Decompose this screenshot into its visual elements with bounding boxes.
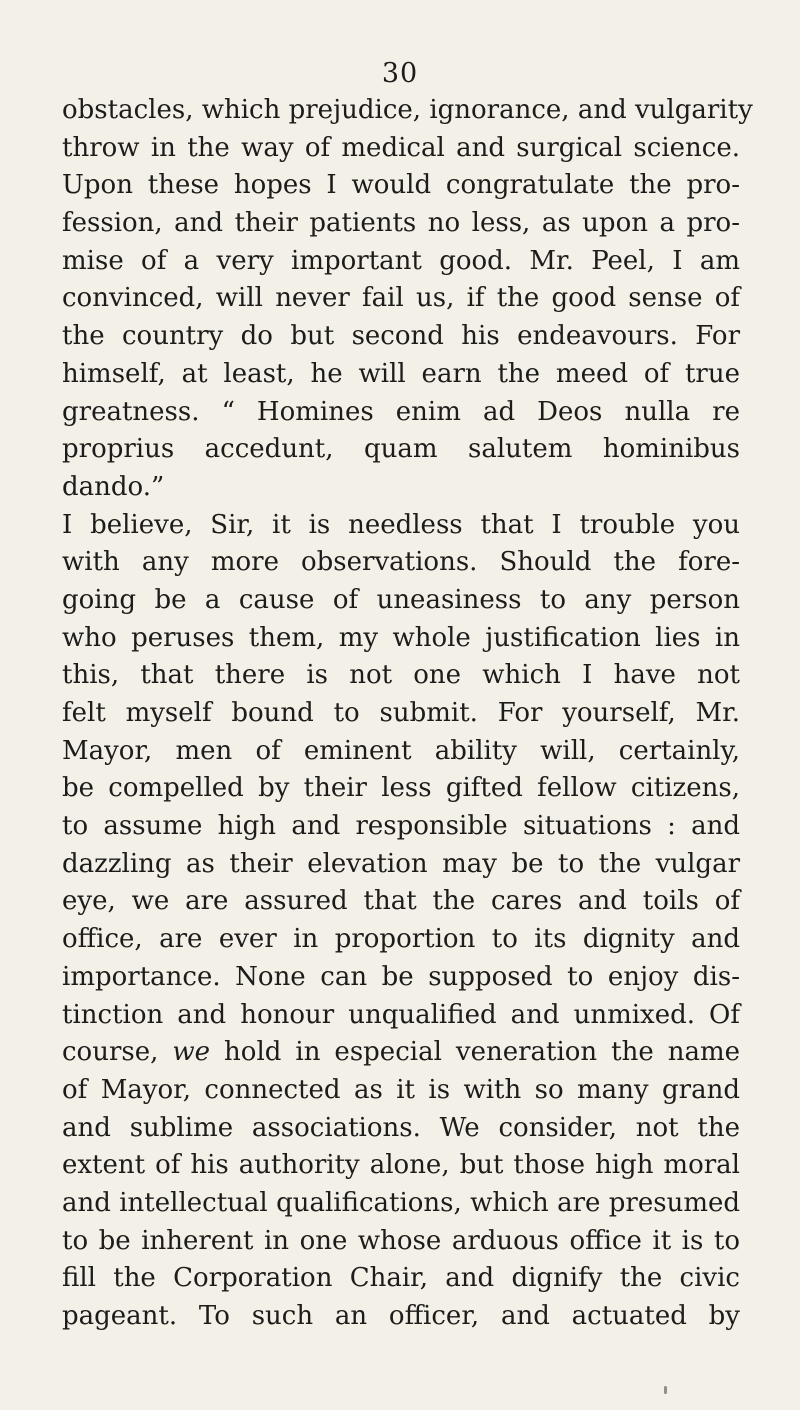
text-line: I believe, Sir, it is needless that I trouble you (62, 509, 740, 540)
text-fragment: course, (62, 1037, 159, 1068)
text-line: fession, and their patients no less, as upon a pro- (62, 208, 740, 239)
text-line: Upon these hopes I would congratulate the pro- (62, 170, 740, 201)
text-line: office, are ever in proportion to its dignity and (62, 924, 740, 955)
page-number: 30 (381, 58, 419, 89)
text-line: of Mayor, connected as it is with so many grand (62, 1074, 740, 1105)
text-line: to assume high and responsible situations : and (62, 811, 740, 842)
text-line: going be a cause of uneasiness to any person (62, 584, 740, 615)
text-line: pageant. To such an officer, and actuated by (62, 1301, 740, 1331)
text-line: proprius accedunt, quam salutem hominibus (62, 434, 740, 465)
text-line: with any more observations. Should the fore- (62, 547, 740, 578)
text-line: Mayor, men of eminent ability will, certainly, (62, 735, 740, 766)
text-line: extent of his authority alone, but those high moral (62, 1150, 740, 1181)
text-line: to be inherent in one whose arduous office it is to (62, 1225, 740, 1256)
text-line: greatness. “ Homines enim ad Deos nulla re (62, 396, 740, 427)
text-line: himself, at least, he will earn the meed of true (62, 358, 740, 389)
text-line: this, that there is not one which I have not (62, 660, 740, 691)
body-text (62, 92, 753, 1336)
text-line: dando.” (62, 471, 165, 502)
text-line: felt myself bound to submit. For yourself, Mr. (62, 698, 740, 728)
text-fragment: hold in especial veneration the name (224, 1037, 741, 1068)
text-line: be compelled by their less gifted fellow citizens, (62, 773, 740, 804)
text-line: who peruses them, my whole justification lies in (62, 622, 740, 653)
text-line: fill the Corporation Chair, and dignify the civic (62, 1263, 740, 1294)
text-line: and sublime associations. We consider, not the (62, 1112, 740, 1143)
italic-word: we (172, 1037, 211, 1068)
text-line: and intellectual qualifications, which are presumed (62, 1187, 740, 1218)
text-line: tinction and honour unqualified and unmixed. Of (62, 999, 740, 1030)
text-line: obstacles, which prejudice, ignorance, and vulgarity (62, 95, 753, 125)
text-line: eye, we are assured that the cares and toils of (62, 886, 740, 917)
text-line: importance. None can be supposed to enjoy dis- (62, 961, 740, 992)
paper-speck (664, 1386, 667, 1394)
text-line: mise of a very important good. Mr. Peel, I am (62, 245, 740, 276)
text-line: throw in the way of medical and surgical science. (62, 132, 740, 163)
text-line-with-italic (62, 1034, 740, 1072)
text-line: convinced, will never fail us, if the good sense of (62, 283, 740, 314)
text-line: dazzling as their elevation may be to the vulgar (62, 848, 740, 879)
text-line: the country do but second his endeavours. For (62, 321, 740, 352)
